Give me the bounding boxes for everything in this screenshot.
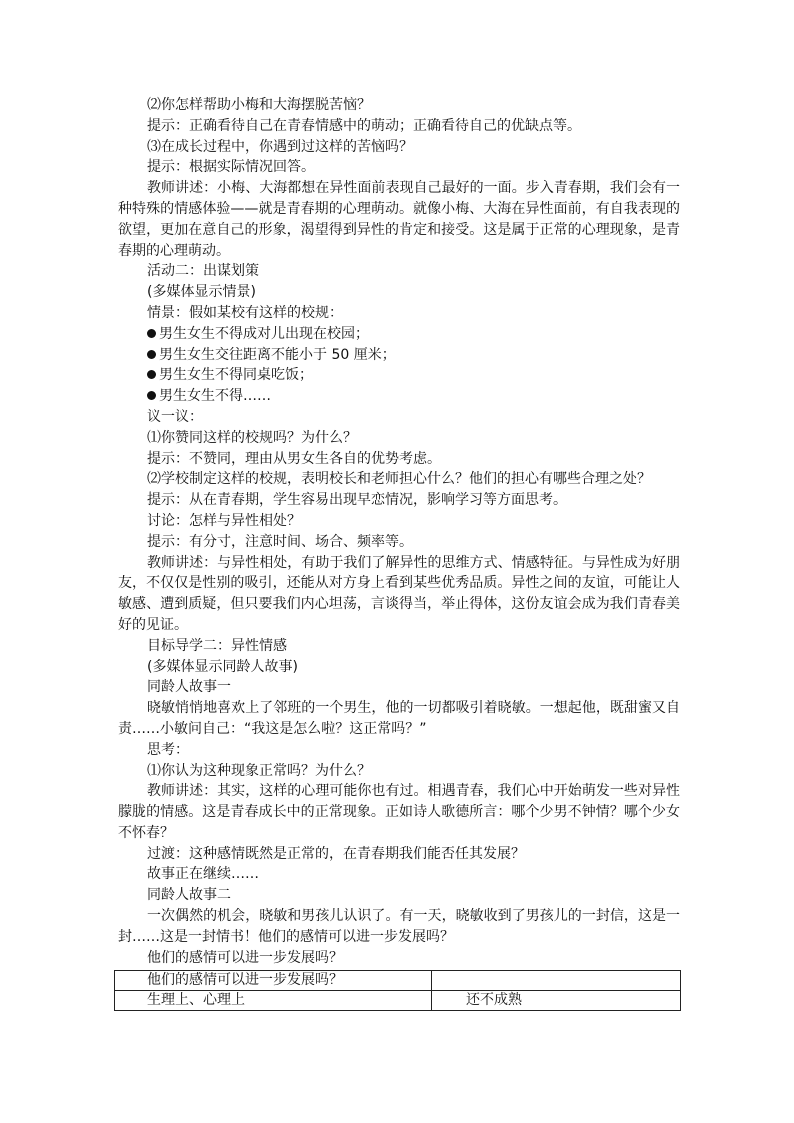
question-help: ⑵你怎样帮助小梅和大海摆脱苦恼？ [147,97,371,113]
activity-two-heading: 活动二：出谋划策 [147,263,259,280]
think-question: ⑴你认为这种现象正常吗？为什么？ [147,762,371,779]
bullet-icon [147,391,156,400]
rule-list-item: 男生女生不得成对儿出现在校园； [118,324,680,345]
discussion-heading: 议一议： [147,408,203,425]
hint-line: 提示：正确看待自己在青春情感中的萌动；正确看待自己的优缺点等。 [147,117,581,134]
hint-line: 提示：不赞同，理由从男女生各自的优势考虑。 [147,450,441,467]
table-row [115,991,681,1011]
rule-list-item: 男生女生不得…… [118,386,680,407]
rule-list-item: 男生女生交往距离不能小于 50 厘米； [118,345,680,366]
table-cell: 他们的感情可以进一步发展吗？ [115,971,432,991]
rule-list-item: 男生女生不得同桌吃饭； [118,365,680,386]
story-one-text: 晓敏悄悄地喜欢上了邻班的一个男生，他的一切都吸引着晓敏。一想起他，既甜蜜又自责……小敏问自己：“我这是怎么啦？这正常吗？” [118,700,680,737]
table-cell: 还不成熟 [432,991,681,1011]
bullet-icon [147,329,156,338]
analysis-table [114,970,681,1011]
document-body [118,95,680,968]
story-continue-line: 故事正在继续…… [147,866,259,883]
question-experience: ⑶在成长过程中，你遇到过这样的苦恼吗？ [147,138,413,155]
teacher-explanation-3: 教师讲述：其实，这样的心理可能你也有过。相遇青春，我们心中开始萌发一些对异性朦胧的情感。这是青春成长中的正常现象。正如诗人歌德所言：哪个少男不钟情？哪个少女不怀春？ [118,783,680,841]
transition-line: 过渡：这种感情既然是正常的，在青春期我们能否任其发展？ [147,845,525,862]
discussion-topic: 讨论：怎样与异性相处？ [147,512,301,529]
table-row [115,971,681,991]
story-two-text: 一次偶然的机会，晓敏和男孩儿认识了。有一天，晓敏收到了男孩儿的一封信，这是一封……这是一封情书！他们的感情可以进一步发展吗？ [118,908,680,945]
media-note: (多媒体显示同龄人故事) [147,658,298,675]
table-cell [432,971,681,991]
discussion-question: ⑴你赞同这样的校规吗？为什么？ [147,429,357,446]
discussion-question: ⑵学校制定这样的校规，表明校长和老师担心什么？他们的担心有哪些合理之处？ [147,471,651,488]
hint-line: 提示：根据实际情况回答。 [147,159,315,176]
story-one-heading: 同龄人故事一 [147,679,231,696]
media-note: (多媒体显示情景) [147,284,256,301]
think-heading: 思考： [147,741,189,758]
hint-line: 提示：有分寸，注意时间、场合、频率等。 [147,533,413,550]
question-line: 他们的感情可以进一步发展吗？ [147,949,343,966]
teacher-explanation-1: 教师讲述：小梅、大海都想在异性面前表现自己最好的一面。步入青春期，我们会有一种特殊的情感体验——就是青春期的心理萌动。就像小梅、大海在异性面前，有自我表现的欲望，更加在意自己的形象，渴望得到异性的肯定和接受。这是属于正常的心理现象，是青春期的心理萌动。 [118,180,680,259]
bullet-icon [147,350,156,359]
bullet-icon [147,370,156,379]
table-cell: 生理上、心理上 [115,991,432,1011]
goal-two-heading: 目标导学二：异性情感 [147,637,287,654]
teacher-explanation-2: 教师讲述：与异性相处，有助于我们了解异性的思维方式、情感特征。与异性成为好朋友，不仅仅是性别的吸引，还能从对方身上看到某些优秀品质。异性之间的友谊，可能让人敏感、遭到质疑，但只要我们内心坦荡，言谈得当，举止得体，这份友谊会成为我们青春美好的见证。 [118,554,680,633]
hint-line: 提示：从在青春期，学生容易出现早恋情况，影响学习等方面思考。 [147,492,567,509]
story-two-heading: 同龄人故事二 [147,887,231,904]
scenario-line: 情景：假如某校有这样的校规： [147,304,343,321]
